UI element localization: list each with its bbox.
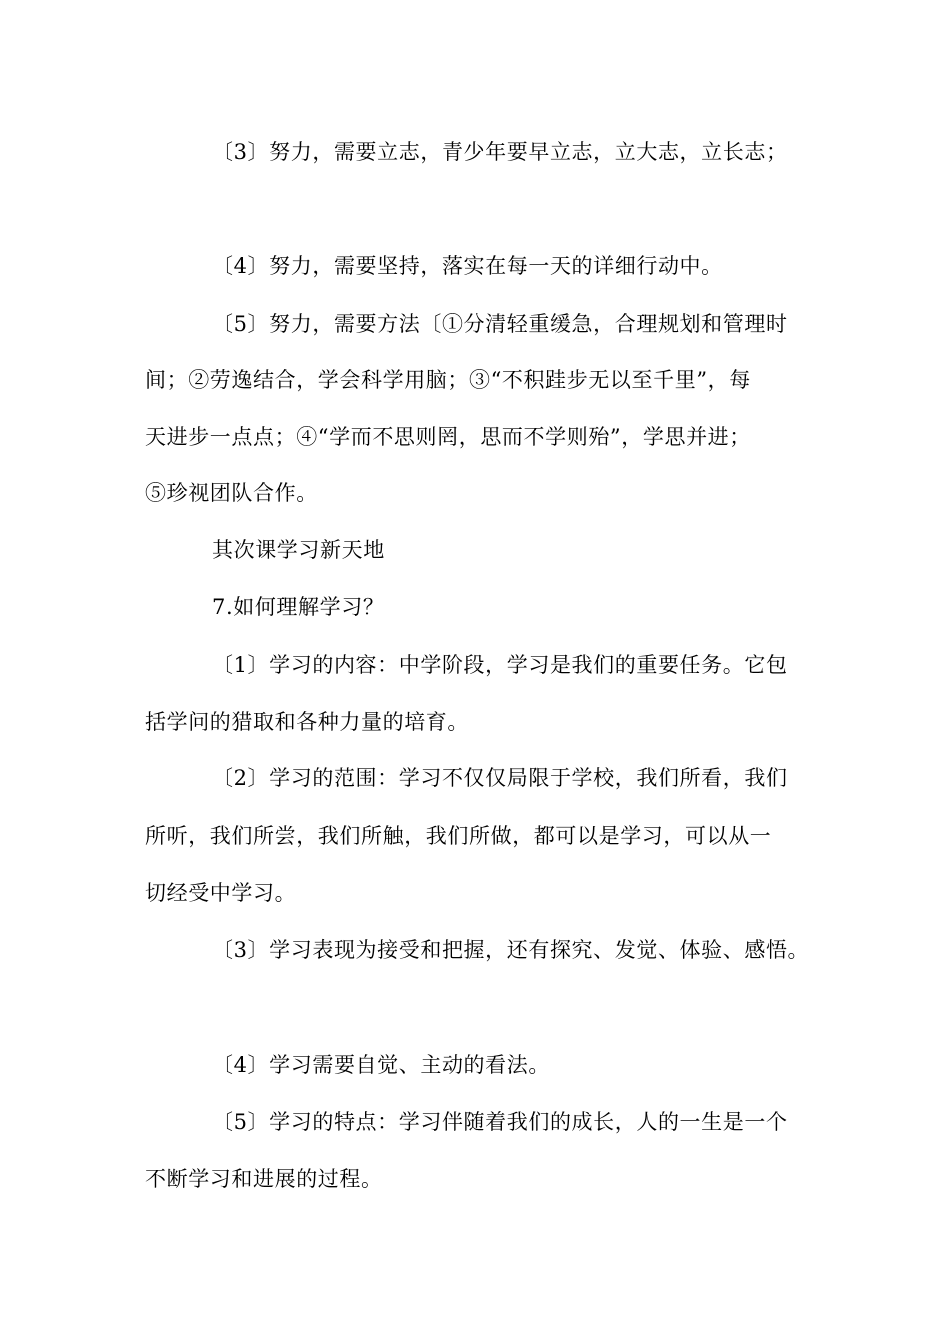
paragraph-line: ⑤珍视团队合作。	[145, 481, 318, 505]
paragraph-line: 天进步一点点；④“学而不思则罔，思而不学则殆”，学思并进；	[145, 425, 751, 449]
paragraph-line: 所听，我们所尝，我们所触，我们所做，都可以是学习，可以从一	[145, 824, 772, 848]
paragraph-line: 括学问的猎取和各种力量的培育。	[145, 710, 469, 734]
paragraph-line: 〔4〕学习需要自觉、主动的看法。	[212, 1053, 550, 1077]
paragraph-line: 〔4〕努力，需要坚持，落实在每一天的详细行动中。	[212, 254, 723, 278]
paragraph-line: 切经受中学习。	[145, 881, 297, 905]
paragraph-line: 〔1〕学习的内容：中学阶段，学习是我们的重要任务。它包	[212, 653, 788, 677]
paragraph-line: 不断学习和进展的过程。	[145, 1167, 383, 1191]
paragraph-line: 〔5〕努力，需要方法〔①分清轻重缓急，合理规划和管理时	[212, 312, 788, 336]
question-heading: 7.如何理解学习？	[212, 595, 385, 619]
section-heading: 其次课学习新天地	[212, 538, 385, 562]
paragraph-line: 〔2〕学习的范围：学习不仅仅局限于学校，我们所看，我们	[212, 766, 788, 790]
paragraph-line: 〔5〕学习的特点：学习伴随着我们的成长，人的一生是一个	[212, 1110, 788, 1134]
paragraph-line: 〔3〕学习表现为接受和把握，还有探究、发觉、体验、感悟。	[212, 938, 810, 962]
paragraph-line: 〔3〕努力，需要立志，青少年要早立志，立大志，立长志；	[212, 140, 788, 164]
paragraph-line: 间；②劳逸结合，学会科学用脑；③“不积跬步无以至千里”，每	[145, 368, 751, 392]
